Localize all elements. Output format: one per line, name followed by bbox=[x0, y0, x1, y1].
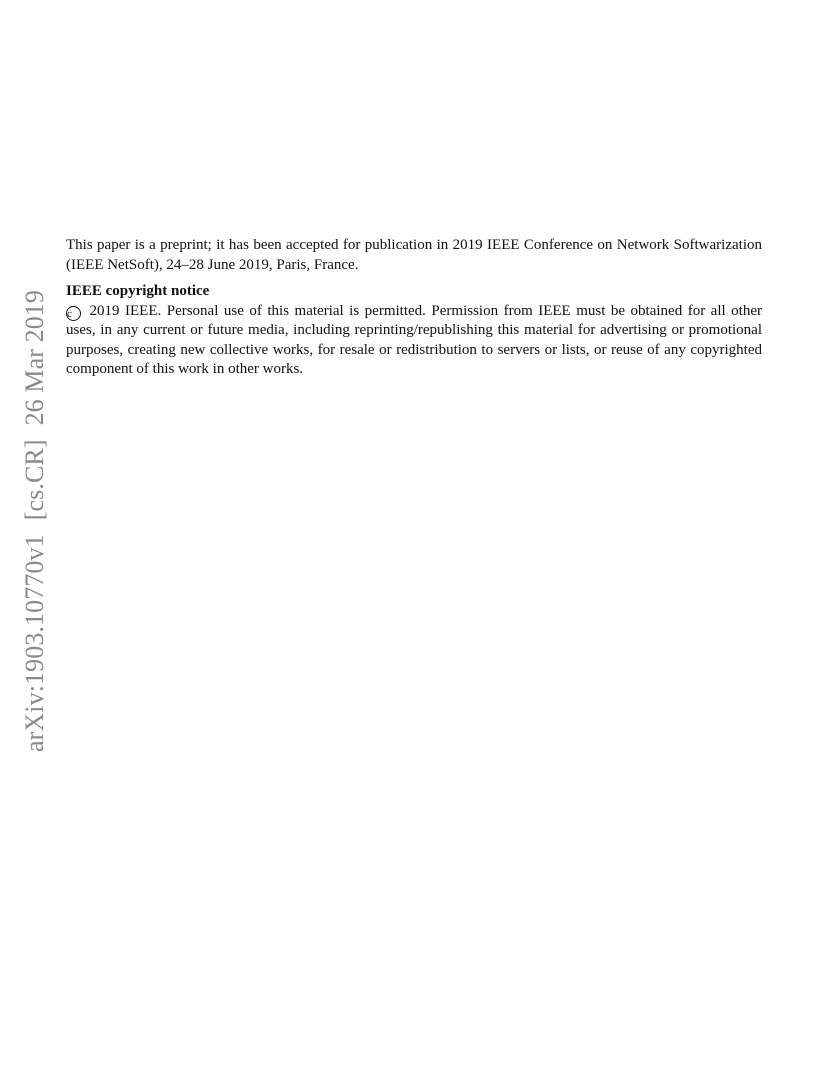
arxiv-category: [cs.CR] bbox=[20, 439, 49, 521]
arxiv-id: arXiv:1903.10770v1 bbox=[20, 534, 49, 753]
copyright-text: 2019 IEEE. Personal use of this material is permitted. Permission from IEEE must be obtained for all other uses, in any current or future media, including reprinting/republishing this material for advertising or promotional purposes, creating new collective works, for resale or redistribution to servers or lists, or reuse of any copyrighted component of this work in other works. bbox=[66, 302, 762, 377]
arxiv-date: 26 Mar 2019 bbox=[20, 289, 49, 426]
copyright-notice-heading: IEEE copyright notice bbox=[66, 283, 210, 299]
copyright-statement bbox=[66, 302, 762, 380]
preprint-statement: This paper is a preprint; it has been accepted for publication in 2019 IEEE Conference on Network Softwarization (IEEE NetSoft), 24–28 June 2019, Paris, France. bbox=[66, 237, 762, 273]
arxiv-side-stamp bbox=[20, 290, 50, 752]
copyright-notice-block bbox=[66, 236, 762, 380]
copyright-icon: c bbox=[66, 306, 81, 321]
